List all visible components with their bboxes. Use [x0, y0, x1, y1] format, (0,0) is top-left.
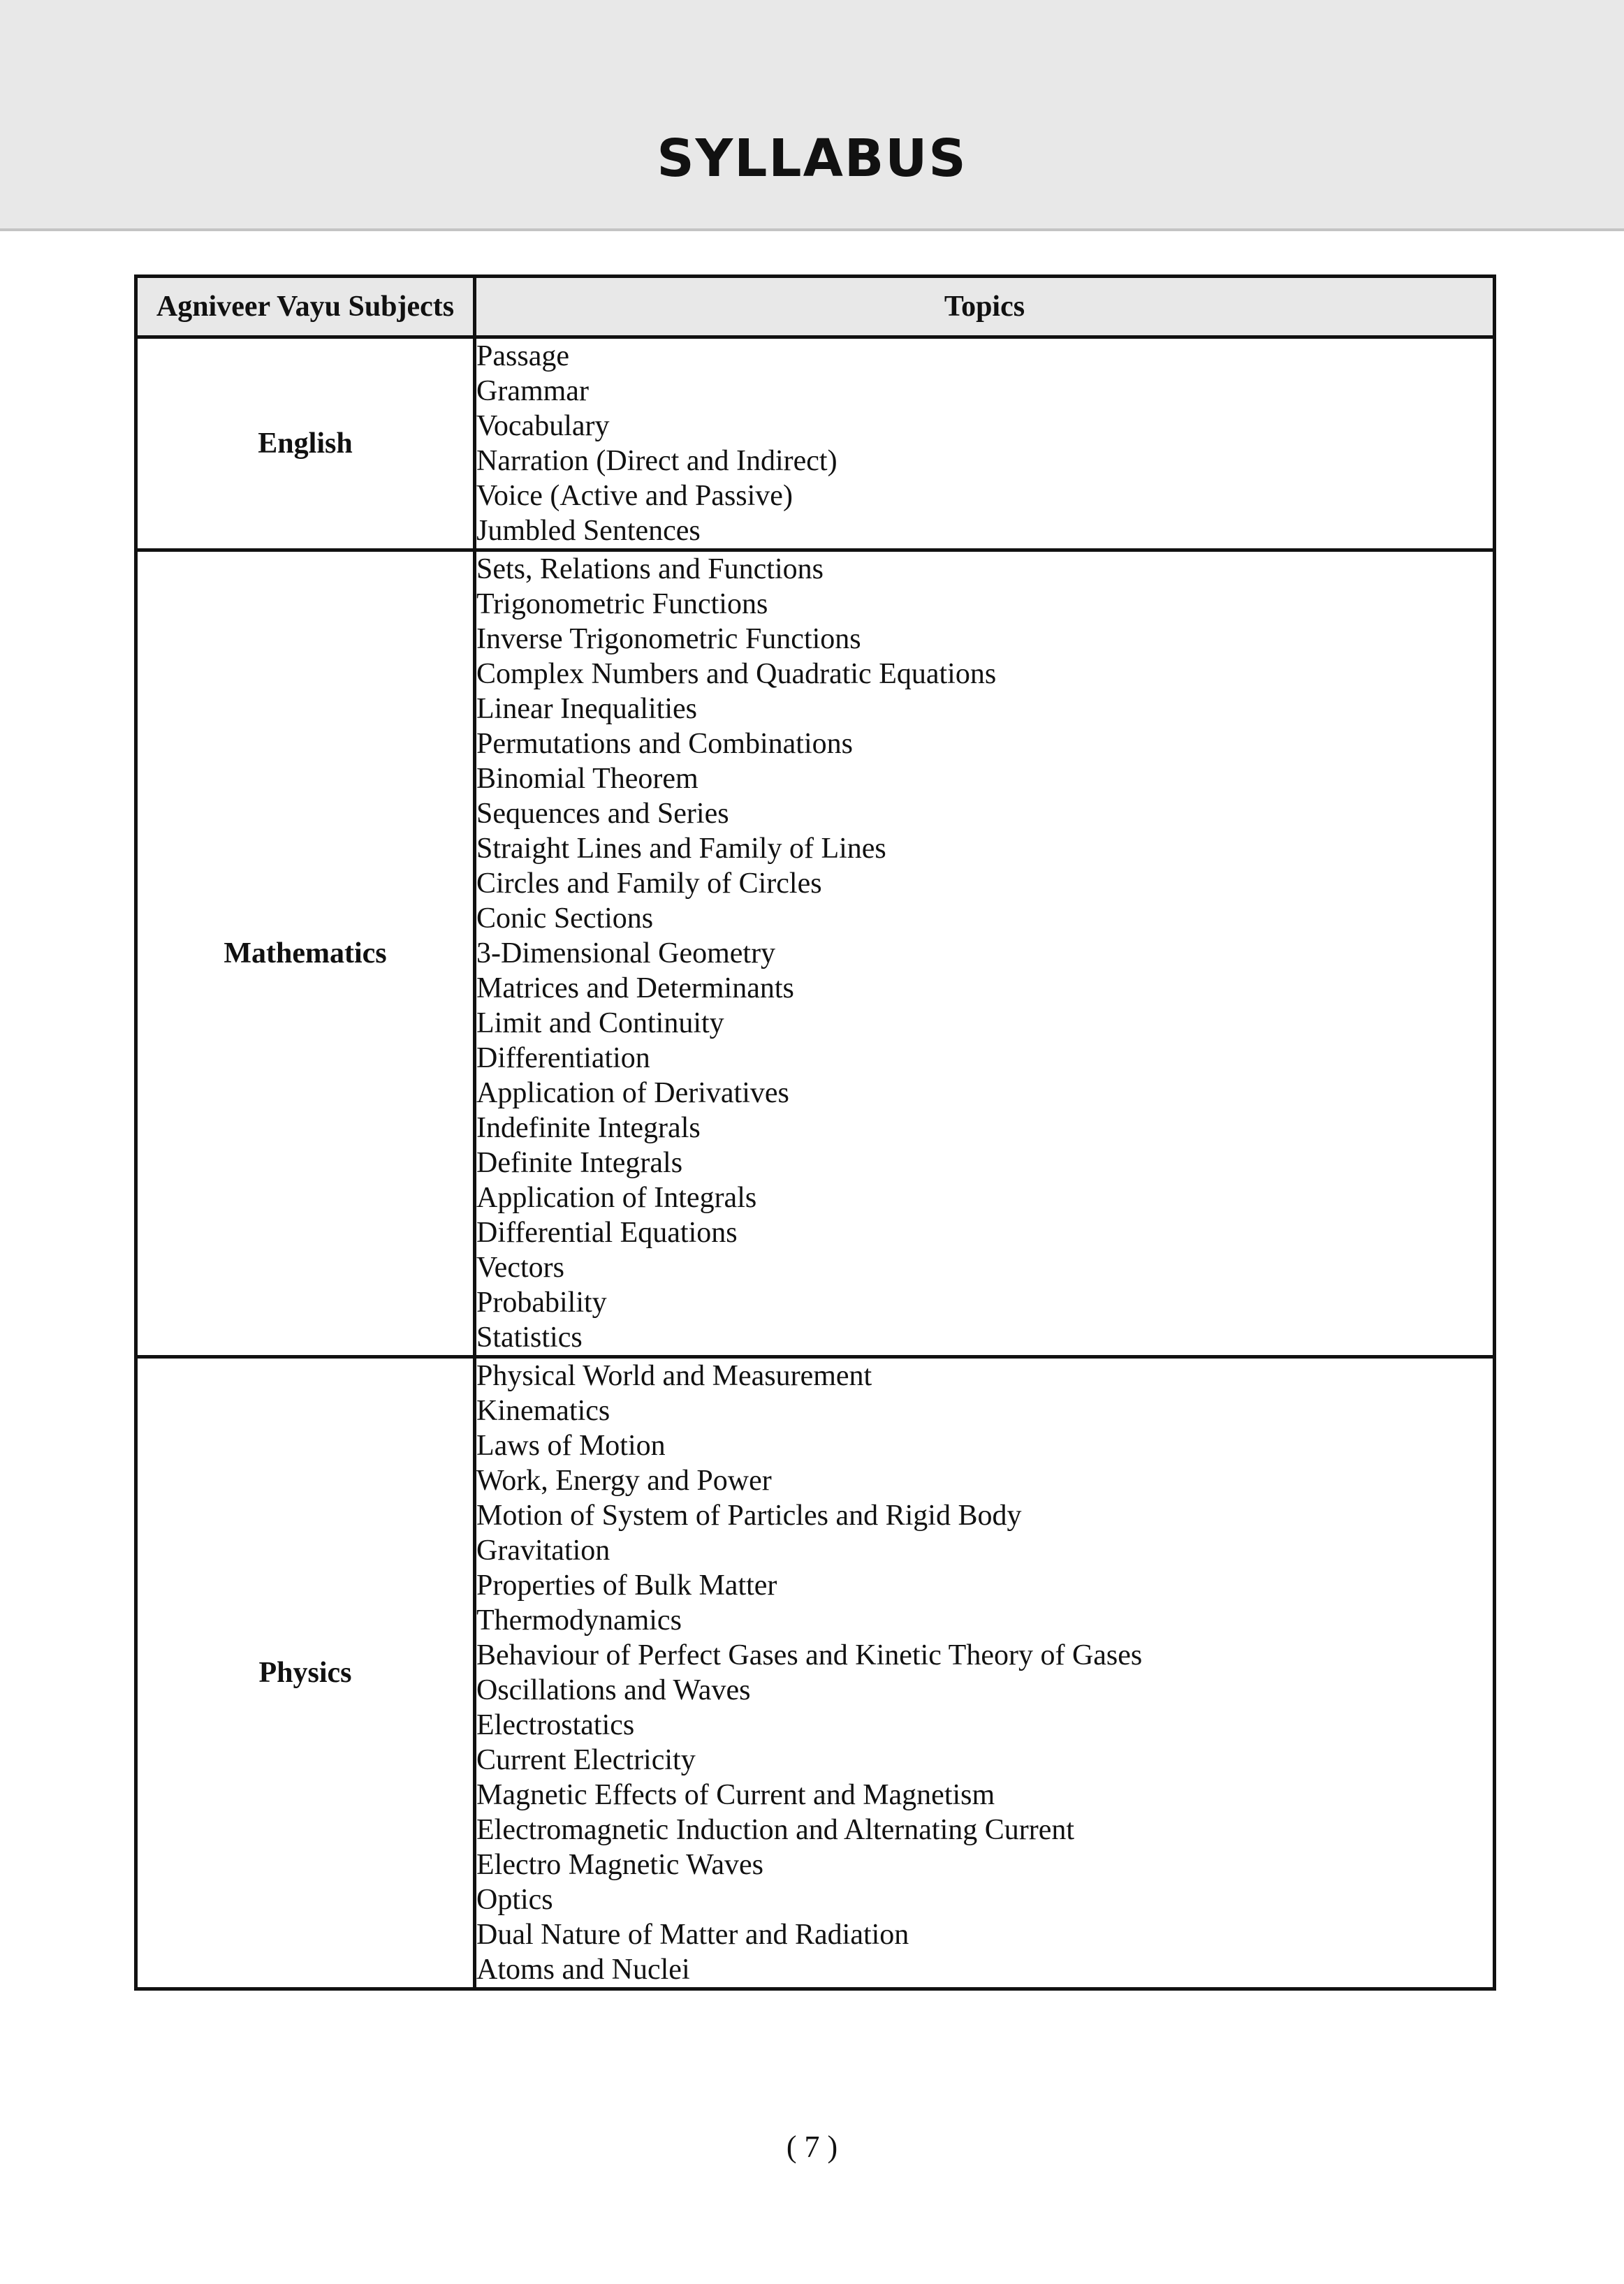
- table-row: [136, 1357, 1495, 1989]
- topic-item: Gravitation: [476, 1535, 610, 1567]
- topic-item: Work, Energy and Power: [476, 1465, 772, 1497]
- topic-item: Thermodynamics: [476, 1604, 682, 1637]
- table-header-row: [136, 277, 1495, 337]
- topic-item: Inverse Trigonometric Functions: [476, 623, 861, 655]
- topic-item: Trigonometric Functions: [476, 588, 768, 620]
- topic-item: Oscillations and Waves: [476, 1674, 751, 1706]
- topic-item: Indefinite Integrals: [476, 1112, 701, 1144]
- header-band: [0, 0, 1624, 231]
- topic-item: Electromagnetic Induction and Alternating Current: [476, 1814, 1075, 1846]
- topics-cell: [475, 337, 1495, 550]
- topic-item: Current Electricity: [476, 1744, 696, 1776]
- topic-item: Probability: [476, 1287, 607, 1319]
- topic-list: [476, 552, 1493, 1355]
- table-row: [136, 337, 1495, 550]
- topic-item: Application of Integrals: [476, 1182, 757, 1214]
- topic-item: Electrostatics: [476, 1709, 635, 1741]
- column-header-topics: Topics: [475, 277, 1495, 337]
- topic-item: Sequences and Series: [476, 798, 729, 830]
- column-header-subjects: Agniveer Vayu Subjects: [136, 277, 475, 337]
- topic-item: Passage: [476, 340, 569, 372]
- topic-item: Statistics: [476, 1322, 583, 1354]
- topic-item: Conic Sections: [476, 902, 654, 935]
- topic-item: Properties of Bulk Matter: [476, 1569, 777, 1602]
- topic-item: Binomial Theorem: [476, 763, 698, 795]
- topic-item: Magnetic Effects of Current and Magnetism: [476, 1779, 995, 1811]
- topic-list: [476, 339, 1493, 548]
- topic-item: Atoms and Nuclei: [476, 1954, 690, 1986]
- topic-item: Straight Lines and Family of Lines: [476, 833, 886, 865]
- topic-item: Linear Inequalities: [476, 693, 698, 725]
- topic-item: Electro Magnetic Waves: [476, 1849, 764, 1881]
- page-number: ( 7 ): [786, 2130, 838, 2164]
- topic-item: Complex Numbers and Quadratic Equations: [476, 658, 997, 690]
- topics-cell: [475, 1357, 1495, 1989]
- topic-item: Vectors: [476, 1252, 564, 1284]
- topic-item: Differentiation: [476, 1042, 650, 1074]
- topic-item: Jumbled Sentences: [476, 515, 701, 547]
- topic-item: Circles and Family of Circles: [476, 868, 822, 900]
- topic-item: Sets, Relations and Functions: [476, 553, 824, 585]
- subject-cell: Mathematics: [136, 550, 475, 1357]
- topics-cell: [475, 550, 1495, 1357]
- topic-item: Application of Derivatives: [476, 1077, 789, 1109]
- topic-item: Behaviour of Perfect Gases and Kinetic Theory of Gases: [476, 1639, 1143, 1671]
- syllabus-table-body: [136, 337, 1495, 1989]
- page-title: SYLLABUS: [657, 129, 967, 189]
- topic-item: Physical World and Measurement: [476, 1360, 872, 1392]
- topic-item: Narration (Direct and Indirect): [476, 445, 837, 477]
- syllabus-table: [134, 274, 1496, 1991]
- topic-item: Vocabulary: [476, 410, 610, 442]
- topic-item: Motion of System of Particles and Rigid Body: [476, 1500, 1022, 1532]
- topic-item: Differential Equations: [476, 1217, 738, 1249]
- subject-cell: Physics: [136, 1357, 475, 1989]
- topic-item: Definite Integrals: [476, 1147, 683, 1179]
- topic-item: Permutations and Combinations: [476, 728, 853, 760]
- topic-item: Grammar: [476, 375, 589, 407]
- topic-list: [476, 1359, 1493, 1987]
- topic-item: Dual Nature of Matter and Radiation: [476, 1919, 909, 1951]
- topic-item: Laws of Motion: [476, 1430, 666, 1462]
- subject-cell: English: [136, 337, 475, 550]
- topic-item: 3-Dimensional Geometry: [476, 937, 776, 969]
- topic-item: Kinematics: [476, 1395, 610, 1427]
- topic-item: Limit and Continuity: [476, 1007, 724, 1039]
- table-row: [136, 550, 1495, 1357]
- topic-item: Matrices and Determinants: [476, 972, 794, 1004]
- topic-item: Optics: [476, 1884, 553, 1916]
- topic-item: Voice (Active and Passive): [476, 480, 793, 512]
